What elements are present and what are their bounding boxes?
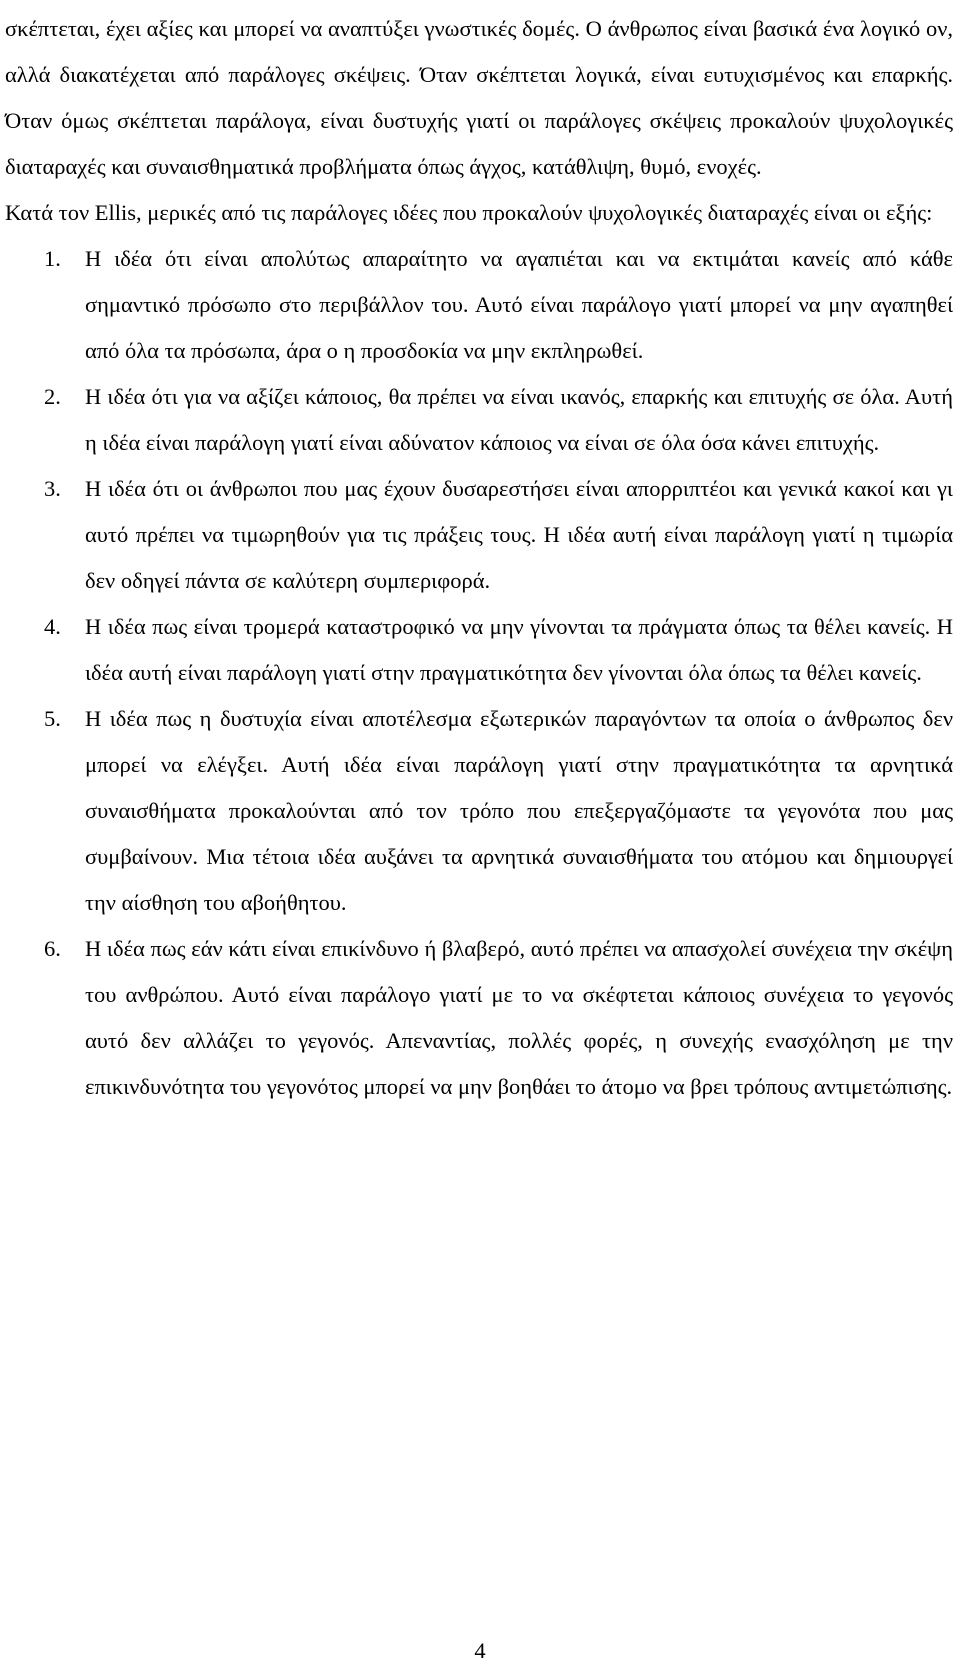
list-item (5, 466, 953, 604)
list-item-number: 6. (44, 936, 61, 961)
list-item-text: Η ιδέα ότι είναι απολύτως απαραίτητο να αγαπιέται και να εκτιμάται κανείς από κάθε σημαντικό πρόσωπο στο περιβάλλον του. Αυτό είναι παράλογο γιατί μπορεί να μην αγαπηθεί από όλα τα πρόσωπα, άρα ο η προσδοκία να μην εκπληρωθεί. (85, 246, 953, 363)
list-item (5, 236, 953, 374)
list-item-number: 5. (44, 706, 61, 731)
list-item-number: 3. (44, 476, 61, 501)
list-item-number: 1. (44, 246, 61, 271)
list-item (5, 926, 953, 1110)
lead-in-paragraph: Κατά τον Ellis, μερικές από τις παράλογες ιδέες που προκαλούν ψυχολογικές διαταραχές είναι οι εξής: (5, 200, 933, 225)
irrational-ideas-list (5, 236, 953, 1110)
list-item-text: Η ιδέα ότι για να αξίζει κάποιος, θα πρέπει να είναι ικανός, επαρκής και επιτυχής σε όλα. Αυτή η ιδέα είναι παράλογη γιατί είναι αδύνατον κάποιος να είναι σε όλα όσα κάνει επιτυχής. (85, 384, 953, 455)
page-number: 4 (474, 1638, 486, 1663)
list-item-text: Η ιδέα πως η δυστυχία είναι αποτέλεσμα εξωτερικών παραγόντων τα οποία ο άνθρωπος δεν μπορεί να ελέγξει. Αυτή ιδέα είναι παράλογη γιατί στην πραγματικότητα τα αρνητικά συναισθήματα προκαλούνται από τον τρόπο που επεξεργαζόμαστε τα γεγονότα που μας συμβαίνουν. Μια τέτοια ιδέα αυξάνει τα αρνητικά συναισθήματα του ατόμου και δημιουργεί την αίσθηση του αβοήθητου. (85, 706, 953, 915)
list-item-number: 2. (44, 384, 61, 409)
list-item (5, 696, 953, 926)
list-item-text: Η ιδέα πως είναι τρομερά καταστροφικό να μην γίνονται τα πράγματα όπως τα θέλει κανείς. Η ιδέα αυτή είναι παράλογη γιατί στην πραγματικότητα δεν γίνονται όλα όπως τα θέλει κανείς. (85, 614, 953, 685)
list-item-text: Η ιδέα πως εάν κάτι είναι επικίνδυνο ή βλαβερό, αυτό πρέπει να απασχολεί συνέχεια την σκέψη του ανθρώπου. Αυτό είναι παράλογο γιατί με το να σκέφτεται κάποιος συνέχεια το γεγονός αυτό δεν αλλάζει το γεγονός. Απεναντίας, πολλές φορές, η συνεχής ενασχόληση με την επικινδυνότητα του γεγονότος μπορεί να μην βοηθάει το άτομο να βρει τρόπους αντιμετώπισης. (85, 936, 953, 1099)
list-item (5, 374, 953, 466)
intro-paragraph: σκέπτεται, έχει αξίες και μπορεί να αναπτύξει γνωστικές δομές. Ο άνθρωπος είναι βασικά ένα λογικό ον, αλλά διακατέχεται από παράλογες σκέψεις. Όταν σκέπτεται λογικά, είναι ευτυχισμένος και επαρκής. Όταν όμως σκέπτεται παράλογα, είναι δυστυχής γιατί οι παράλογες σκέψεις προκαλούν ψυχολογικές διαταραχές και συναισθηματικά προβλήματα όπως άγχος, κατάθλιψη, θυμό, ενοχές. (5, 16, 953, 179)
page-body (5, 6, 953, 1110)
list-item-text: Η ιδέα ότι οι άνθρωποι που μας έχουν δυσαρεστήσει είναι απορριπτέοι και γενικά κακοί και γι αυτό πρέπει να τιμωρηθούν για τις πράξεις τους. Η ιδέα αυτή είναι παράλογη γιατί η τιμωρία δεν οδηγεί πάντα σε καλύτερη συμπεριφορά. (85, 476, 953, 593)
list-item-number: 4. (44, 614, 61, 639)
list-item (5, 604, 953, 696)
